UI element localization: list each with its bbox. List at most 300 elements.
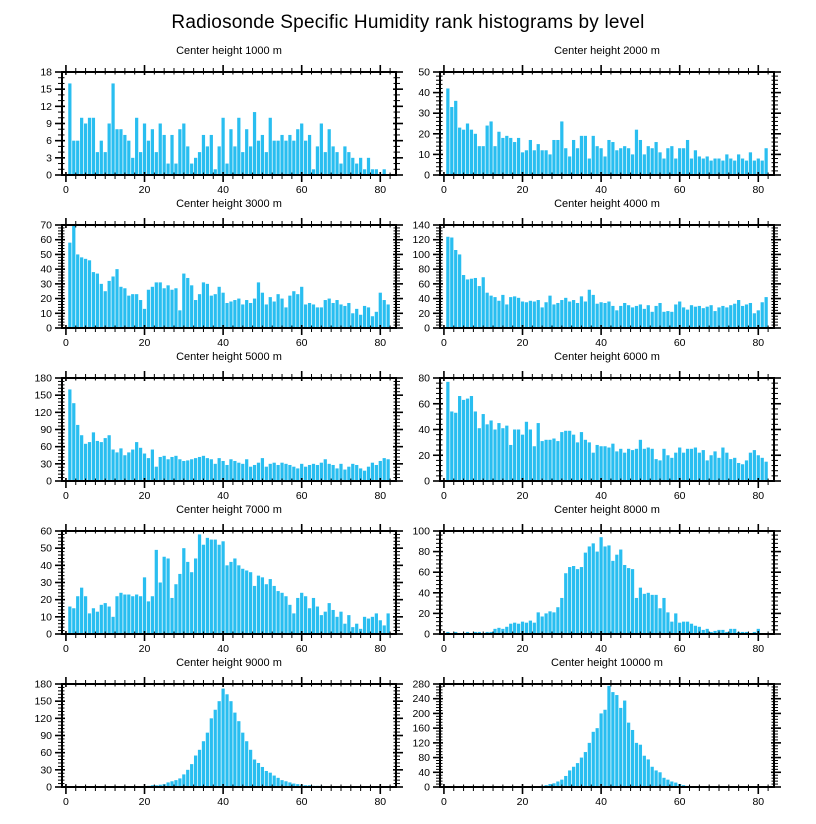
- histogram-bar: [288, 296, 291, 328]
- histogram-bar: [257, 576, 260, 634]
- histogram-bar: [347, 152, 350, 175]
- histogram-bar: [237, 565, 240, 634]
- histogram-bar: [607, 140, 610, 175]
- histogram-bar: [486, 126, 489, 175]
- panel-title-3000m: Center height 3000 m: [176, 198, 282, 210]
- histogram-bar: [170, 135, 173, 175]
- histogram-bar: [96, 274, 99, 328]
- histogram-bar: [713, 159, 716, 175]
- histogram-bar: [355, 309, 358, 328]
- histogram-bar: [450, 238, 453, 328]
- histogram-bar: [277, 591, 280, 634]
- histogram-bar: [269, 118, 272, 175]
- histogram-bar: [694, 150, 697, 175]
- histogram-bar: [92, 272, 95, 328]
- y-tick-label: 18: [40, 66, 52, 79]
- histogram-bar: [296, 598, 299, 634]
- histogram-bar: [533, 623, 536, 634]
- histogram-bar: [482, 277, 485, 328]
- histogram-bar: [450, 411, 453, 481]
- histogram-bar: [194, 756, 197, 787]
- histogram-bar: [607, 686, 610, 787]
- histogram-bar: [178, 574, 181, 634]
- histogram-bar: [596, 445, 599, 481]
- y-tick-label: 30: [40, 764, 52, 777]
- histogram-bar: [151, 129, 154, 175]
- histogram-bar: [296, 294, 299, 328]
- histogram-bar: [186, 278, 189, 328]
- histogram-bar: [623, 146, 626, 175]
- histogram-bar: [174, 456, 177, 481]
- histogram-bar: [541, 307, 544, 328]
- histogram-bar: [466, 279, 469, 328]
- y-tick-label: 80: [418, 263, 430, 276]
- histogram-bar: [474, 134, 477, 175]
- histogram-bar: [658, 608, 661, 634]
- x-tick-label: 60: [673, 796, 686, 808]
- histogram-bar: [643, 309, 646, 328]
- histogram-bar: [497, 301, 500, 328]
- histogram-bar: [572, 140, 575, 175]
- panel-4000m: [408, 198, 816, 350]
- histogram-bar: [111, 617, 114, 634]
- histogram-bar: [627, 305, 630, 328]
- histogram-bar: [741, 464, 744, 481]
- histogram-bar: [379, 293, 382, 328]
- histogram-bar: [670, 146, 673, 175]
- x-tick-label: 0: [63, 184, 69, 196]
- histogram-bar: [351, 627, 354, 634]
- histogram-bar: [533, 150, 536, 175]
- y-tick-label: 60: [40, 441, 52, 454]
- histogram-bar: [328, 299, 331, 328]
- histogram-bar: [351, 158, 354, 175]
- histogram-bar: [88, 118, 91, 175]
- histogram-bar: [560, 300, 563, 328]
- histogram-bar: [237, 299, 240, 328]
- histogram-bar: [655, 306, 658, 328]
- histogram-bar: [332, 146, 335, 175]
- histogram-bar: [713, 451, 716, 481]
- histogram-bar: [155, 152, 158, 175]
- histogram-bar: [80, 257, 83, 328]
- histogram-bar: [556, 303, 559, 328]
- histogram-bar: [505, 136, 508, 175]
- histogram-bar: [339, 464, 342, 481]
- histogram-bar: [241, 569, 244, 634]
- y-tick-label: 60: [418, 566, 430, 579]
- histogram-bar: [253, 299, 256, 328]
- plot-frame: [440, 684, 774, 787]
- histogram-bar: [351, 464, 354, 481]
- x-tick-label: 0: [441, 337, 447, 349]
- histogram-bar: [658, 460, 661, 481]
- histogram-bar: [757, 455, 760, 481]
- histogram-bar: [596, 304, 599, 328]
- histogram-bar: [233, 146, 236, 175]
- histogram-bar: [159, 583, 162, 635]
- histogram-bar: [615, 555, 618, 634]
- histogram-bar: [111, 277, 114, 329]
- y-tick-label: 50: [40, 248, 52, 261]
- y-tick-label: 30: [418, 107, 430, 120]
- histogram-bar: [194, 158, 197, 175]
- y-tick-label: 30: [40, 278, 52, 291]
- histogram-bar: [292, 141, 295, 175]
- histogram-bar: [596, 552, 599, 634]
- histogram-bar: [229, 459, 232, 481]
- histogram-bar: [182, 274, 185, 328]
- histogram-bar: [592, 543, 595, 634]
- histogram-bar: [206, 733, 209, 787]
- histogram-9000m: [0, 672, 408, 809]
- histogram-bar: [556, 607, 559, 634]
- histogram-bar: [139, 596, 142, 634]
- histogram-bar: [355, 164, 358, 175]
- histogram-bar: [206, 146, 209, 175]
- histogram-bar: [670, 312, 673, 328]
- y-tick-label: 20: [418, 607, 430, 620]
- histogram-bar: [269, 579, 272, 634]
- histogram-bar: [682, 622, 685, 634]
- histogram-bar: [729, 459, 732, 481]
- histogram-bar: [686, 310, 689, 328]
- histogram-bar: [245, 300, 248, 328]
- histogram-bar: [241, 464, 244, 481]
- x-tick-label: 0: [441, 796, 447, 808]
- y-tick-label: 280: [412, 678, 430, 691]
- histogram-bar: [100, 605, 103, 634]
- histogram-bar: [651, 449, 654, 481]
- histogram-bar: [470, 130, 473, 175]
- y-tick-label: 30: [40, 458, 52, 471]
- histogram-bar: [88, 613, 91, 634]
- histogram-bar: [576, 442, 579, 481]
- histogram-bar: [631, 569, 634, 634]
- histogram-bar: [544, 302, 547, 328]
- histogram-bar: [446, 382, 449, 481]
- y-tick-label: 80: [418, 752, 430, 765]
- histogram-bar: [214, 464, 217, 481]
- histogram-bar: [627, 449, 630, 481]
- histogram-bar: [627, 723, 630, 787]
- histogram-bar: [383, 458, 386, 481]
- histogram-bar: [277, 294, 280, 328]
- histogram-bar: [363, 617, 366, 634]
- histogram-bar: [198, 750, 201, 787]
- histogram-bar: [225, 465, 228, 481]
- histogram-bar: [662, 159, 665, 175]
- y-tick-label: 20: [418, 307, 430, 320]
- histogram-bar: [501, 428, 504, 481]
- histogram-bar: [194, 300, 197, 328]
- histogram-bar: [702, 159, 705, 175]
- histogram-bar: [733, 458, 736, 481]
- histogram-bar: [229, 701, 232, 787]
- histogram-bar: [131, 596, 134, 634]
- histogram-bar: [221, 118, 224, 175]
- histogram-bar: [151, 596, 154, 634]
- histogram-7000m: [0, 519, 408, 656]
- histogram-bar: [694, 626, 697, 634]
- y-tick-label: 100: [412, 248, 430, 261]
- histogram-bar: [509, 445, 512, 481]
- histogram-bar: [383, 300, 386, 328]
- histogram-bar: [190, 285, 193, 328]
- histogram-bar: [304, 596, 307, 634]
- histogram-bar: [249, 467, 252, 481]
- x-tick-label: 80: [752, 337, 765, 349]
- histogram-bar: [509, 138, 512, 175]
- histogram-bar: [296, 129, 299, 175]
- histogram-bar: [619, 449, 622, 481]
- histogram-bar: [221, 689, 224, 787]
- histogram-bar: [592, 453, 595, 481]
- histogram-bar: [560, 121, 563, 175]
- histogram-bar: [324, 152, 327, 175]
- plot-frame: [440, 531, 774, 634]
- histogram-bar: [80, 435, 83, 481]
- histogram-bar: [104, 152, 107, 175]
- histogram-bar: [163, 135, 166, 175]
- histogram-bar: [765, 297, 768, 328]
- histogram-bar: [68, 83, 71, 175]
- histogram-bar: [119, 129, 122, 175]
- histogram-bar: [607, 302, 610, 328]
- histogram-bar: [277, 141, 280, 175]
- histogram-bar: [509, 624, 512, 634]
- histogram-bar: [371, 316, 374, 328]
- histogram-bar: [182, 548, 185, 634]
- histogram-bar: [166, 285, 169, 328]
- histogram-bar: [104, 438, 107, 481]
- histogram-bar: [88, 442, 91, 481]
- histogram-bar: [347, 303, 350, 328]
- histogram-bar: [115, 129, 118, 175]
- y-tick-label: 20: [40, 594, 52, 607]
- y-tick-label: 0: [46, 628, 52, 641]
- histogram-bar: [163, 288, 166, 328]
- histogram-bar: [525, 150, 528, 175]
- histogram-bar: [599, 713, 602, 787]
- histogram-bar: [486, 293, 489, 328]
- y-tick-label: 100: [412, 525, 430, 538]
- x-tick-label: 80: [374, 643, 387, 655]
- histogram-bar: [111, 450, 114, 481]
- histogram-bar: [749, 152, 752, 175]
- histogram-bar: [159, 282, 162, 328]
- histogram-bar: [552, 304, 555, 328]
- y-tick-label: 40: [40, 263, 52, 276]
- histogram-bar: [316, 146, 319, 175]
- histogram-bar: [328, 129, 331, 175]
- histogram-bar: [509, 297, 512, 328]
- histogram-bar: [198, 457, 201, 481]
- panel-title-2000m: Center height 2000 m: [554, 45, 660, 57]
- y-tick-label: 70: [40, 219, 52, 232]
- histogram-bar: [72, 141, 75, 175]
- histogram-bar: [312, 464, 315, 481]
- histogram-bar: [615, 451, 618, 481]
- histogram-bar: [541, 616, 544, 634]
- histogram-bar: [96, 612, 99, 634]
- histogram-bar: [619, 550, 622, 634]
- histogram-bar: [678, 302, 681, 328]
- histogram-bar: [592, 732, 595, 787]
- plot-frame: [62, 684, 396, 787]
- histogram-bar: [159, 124, 162, 176]
- histogram-bar: [572, 300, 575, 328]
- histogram-bar: [186, 770, 189, 787]
- x-tick-label: 80: [374, 337, 387, 349]
- histogram-bar: [237, 463, 240, 481]
- y-tick-label: 9: [46, 118, 52, 130]
- y-tick-label: 60: [418, 398, 430, 411]
- histogram-bar: [119, 448, 122, 481]
- histogram-bar: [84, 124, 87, 176]
- histogram-bar: [308, 465, 311, 481]
- histogram-bar: [631, 450, 634, 481]
- histogram-bar: [76, 425, 79, 481]
- histogram-bar: [564, 573, 567, 634]
- histogram-bar: [312, 598, 315, 634]
- histogram-bar: [284, 596, 287, 634]
- histogram-bar: [261, 767, 264, 787]
- panel-title-5000m: Center height 5000 m: [176, 351, 282, 363]
- histogram-bar: [462, 130, 465, 175]
- histogram-bar: [537, 612, 540, 634]
- histogram-bar: [599, 302, 602, 328]
- histogram-bar: [221, 541, 224, 634]
- histogram-bar: [666, 612, 669, 634]
- histogram-bar: [233, 461, 236, 481]
- histogram-bar: [76, 596, 79, 634]
- histogram-bar: [253, 586, 256, 634]
- histogram-bar: [513, 430, 516, 482]
- histogram-bar: [765, 148, 768, 175]
- x-tick-label: 20: [516, 490, 529, 502]
- histogram-bar: [355, 465, 358, 481]
- histogram-bar: [72, 608, 75, 634]
- histogram-bar: [229, 129, 232, 175]
- histogram-bar: [717, 307, 720, 328]
- histogram-bar: [753, 161, 756, 175]
- histogram-bar: [225, 164, 228, 175]
- y-tick-label: 80: [418, 546, 430, 559]
- x-tick-label: 20: [516, 337, 529, 349]
- histogram-bar: [698, 156, 701, 175]
- histogram-bar: [367, 307, 370, 328]
- histogram-bar: [139, 448, 142, 481]
- histogram-bar: [245, 129, 248, 175]
- histogram-bar: [505, 426, 508, 481]
- histogram-bar: [339, 612, 342, 634]
- histogram-bar: [237, 721, 240, 787]
- histogram-bar: [698, 306, 701, 328]
- histogram-bar: [607, 545, 610, 634]
- histogram-bar: [265, 304, 268, 328]
- histogram-bar: [749, 453, 752, 481]
- histogram-bar: [104, 291, 107, 328]
- histogram-bar: [332, 465, 335, 481]
- histogram-bar: [170, 598, 173, 634]
- histogram-bar: [643, 449, 646, 481]
- histogram-bar: [729, 159, 732, 175]
- histogram-bar: [497, 423, 500, 481]
- histogram-bar: [257, 141, 260, 175]
- histogram-bar: [564, 776, 567, 787]
- histogram-bar: [241, 733, 244, 787]
- histogram-bar: [662, 598, 665, 634]
- histogram-bar: [363, 306, 366, 328]
- x-tick-label: 80: [752, 796, 765, 808]
- x-tick-label: 60: [295, 796, 308, 808]
- histogram-bar: [127, 296, 130, 328]
- histogram-bar: [284, 141, 287, 175]
- histogram-6000m: [408, 366, 816, 503]
- histogram-bar: [548, 296, 551, 328]
- histogram-bar: [206, 284, 209, 328]
- histogram-bar: [210, 459, 213, 481]
- histogram-bar: [119, 593, 122, 634]
- x-tick-label: 60: [673, 643, 686, 655]
- y-tick-label: 120: [412, 737, 430, 750]
- histogram-bar: [131, 158, 134, 175]
- histogram-bar: [163, 456, 166, 481]
- histogram-bar: [261, 458, 264, 481]
- y-tick-label: 20: [418, 128, 430, 141]
- histogram-bar: [533, 302, 536, 328]
- histogram-bar: [741, 306, 744, 328]
- histogram-bar: [568, 567, 571, 634]
- histogram-bar: [288, 465, 291, 481]
- histogram-bar: [347, 467, 350, 481]
- histogram-bar: [190, 164, 193, 175]
- histogram-bar: [698, 453, 701, 481]
- histogram-bar: [544, 440, 547, 481]
- histogram-bar: [332, 610, 335, 634]
- histogram-bar: [143, 577, 146, 634]
- histogram-bar: [76, 141, 79, 175]
- histogram-bar: [100, 442, 103, 481]
- histogram-bar: [482, 146, 485, 175]
- x-tick-label: 40: [595, 796, 607, 808]
- histogram-bar: [198, 534, 201, 634]
- x-tick-label: 0: [63, 643, 69, 655]
- histogram-bar: [320, 463, 323, 481]
- histogram-bar: [170, 457, 173, 481]
- histogram-bar: [513, 296, 516, 328]
- histogram-bar: [320, 307, 323, 328]
- histogram-bar: [643, 594, 646, 634]
- histogram-bar: [623, 565, 626, 634]
- panel-title-7000m: Center height 7000 m: [176, 504, 282, 516]
- histogram-bar: [166, 164, 169, 175]
- histogram-bar: [233, 713, 236, 787]
- histogram-bar: [576, 763, 579, 787]
- x-tick-label: 0: [441, 643, 447, 655]
- histogram-bar: [367, 467, 370, 481]
- figure-title: Radiosonde Specific Humidity rank histograms by level: [171, 12, 645, 33]
- histogram-bar: [269, 464, 272, 481]
- histogram-bar: [454, 413, 457, 481]
- histogram-bar: [666, 780, 669, 787]
- histogram-bar: [525, 422, 528, 481]
- histogram-bar: [635, 598, 638, 634]
- x-tick-label: 80: [752, 184, 765, 196]
- histogram-bar: [178, 310, 181, 328]
- histogram-bar: [292, 613, 295, 634]
